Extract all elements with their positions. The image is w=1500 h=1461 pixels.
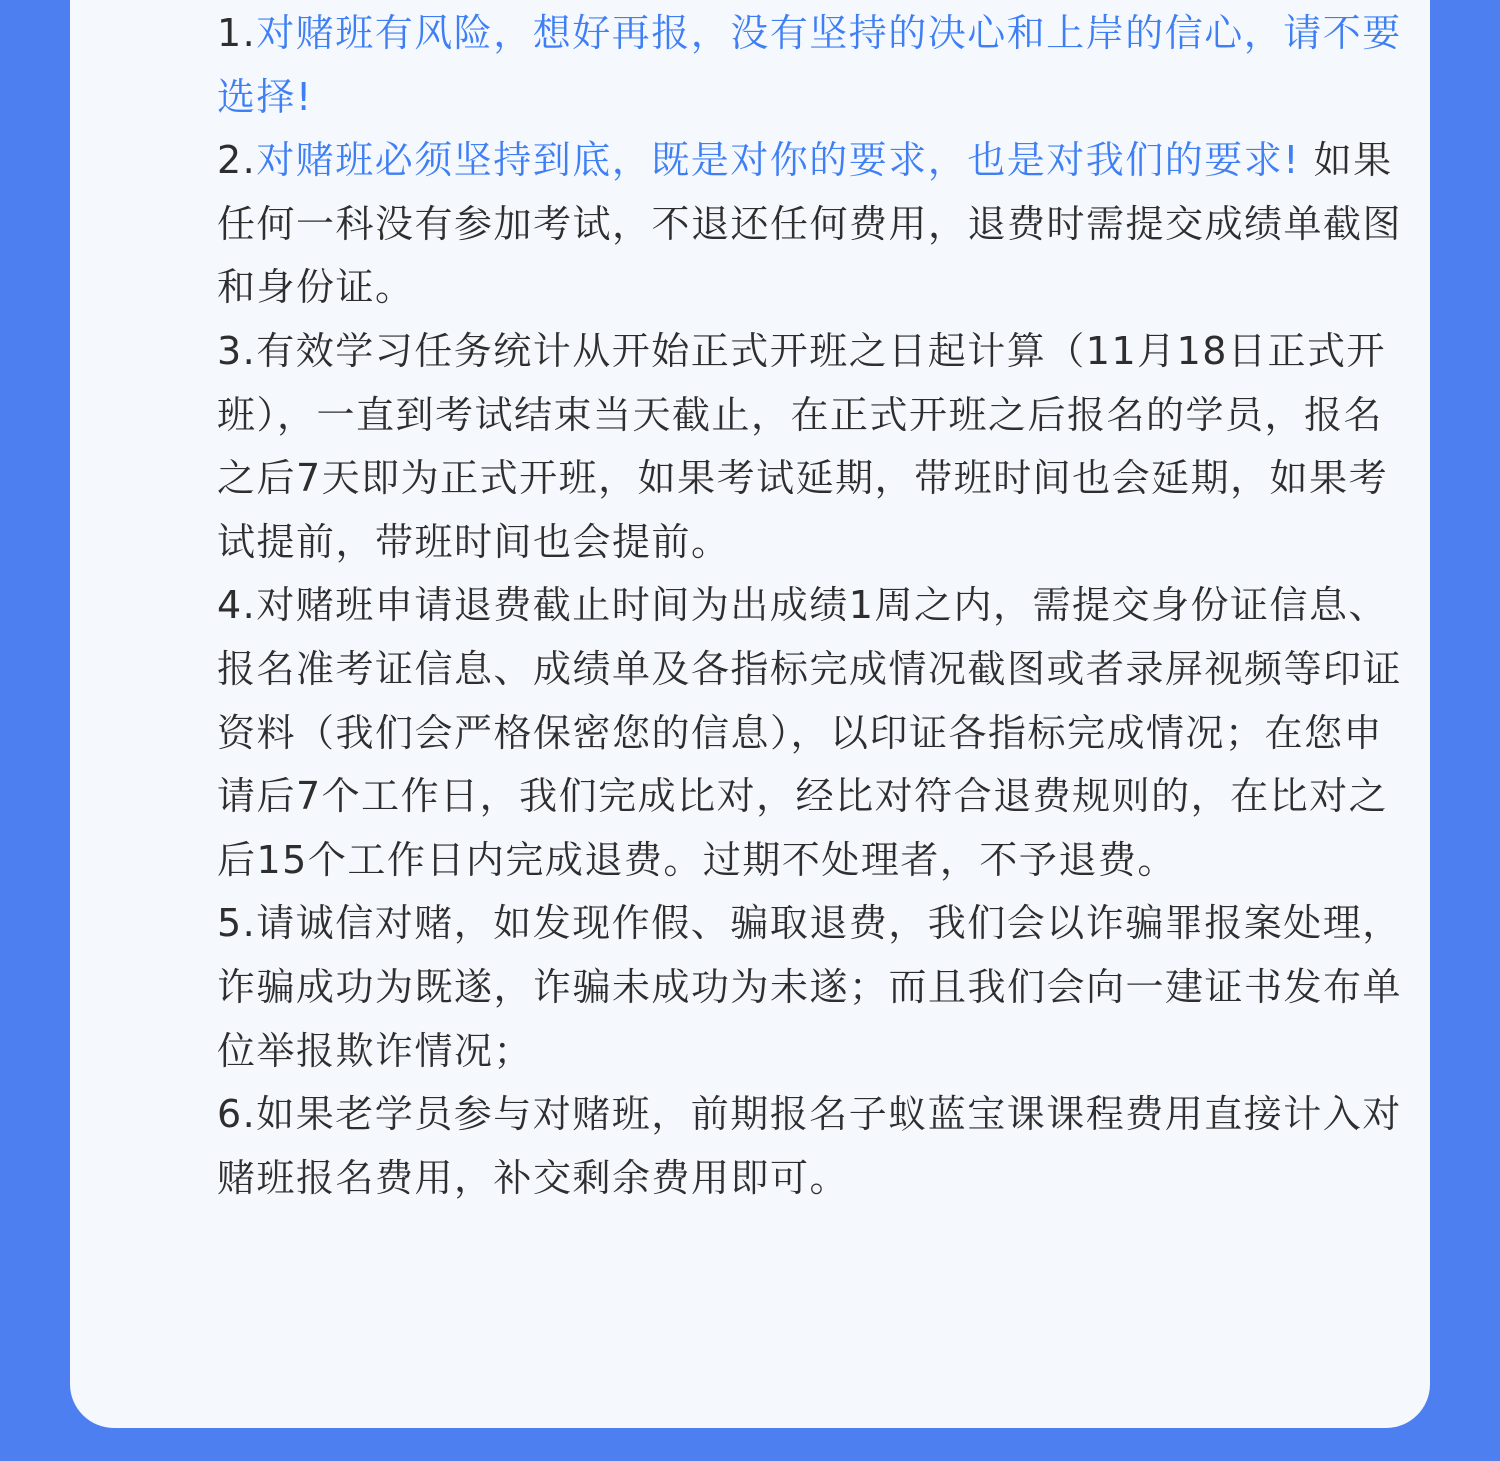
- note-item-4: [217, 574, 1402, 892]
- note-item-6: [217, 1083, 1402, 1210]
- note-text: 如果任何一科没有参加考试，不退还任何费用，退费时需提交成绩单截图和身份证。: [217, 138, 1403, 310]
- note-item-2: [217, 129, 1402, 320]
- notes-list: [217, 2, 1402, 1210]
- note-text: 有效学习任务统计从开始正式开班之日起计算（11月18日正式开班），一直到考试结束当天截止，在正式开班之后报名的学员，报名之后7天即为正式开班，如果考试延期，带班时间也会延期，如果考试提前，带班时间也会提前。: [217, 328, 1389, 564]
- note-text: 对赌班申请退费截止时间为出成绩1周之内，需提交身份证信息、报名准考证信息、成绩单及各指标完成情况截图或者录屏视频等印证资料（我们会严格保密您的信息），以印证各指标完成情况；在您申请后7个工作日，我们完成比对，经比对符合退费规则的，在比对之后15个工作日内完成退费。过期不处理者，不予退费。: [217, 583, 1403, 882]
- note-number: 1.: [217, 11, 257, 55]
- note-text: 如果老学员参与对赌班，前期报名子蚁蓝宝课课程费用直接计入对赌班报名费用，补交剩余费用即可。: [217, 1092, 1402, 1200]
- note-text: 请诚信对赌，如发现作假、骗取退费，我们会以诈骗罪报案处理，诈骗成功为既遂，诈骗未成功为未遂；而且我们会向一建证书发布单位举报欺诈情况；: [217, 901, 1403, 1073]
- note-item-1: [217, 2, 1402, 129]
- note-number: 2.: [217, 138, 257, 183]
- note-number: 5.: [217, 901, 257, 946]
- note-item-5: [217, 892, 1402, 1083]
- note-highlight: 对赌班必须坚持到底，既是对你的要求，也是对我们的要求!: [256, 138, 1301, 183]
- notes-card: [70, 0, 1430, 1428]
- note-number: 6.: [217, 1092, 257, 1137]
- note-item-3: [217, 320, 1402, 574]
- note-number: 4.: [217, 583, 257, 628]
- note-number: 3.: [217, 328, 257, 373]
- note-highlight: 对赌班有风险，想好再报，没有坚持的决心和上岸的信心，请不要选择!: [217, 11, 1402, 119]
